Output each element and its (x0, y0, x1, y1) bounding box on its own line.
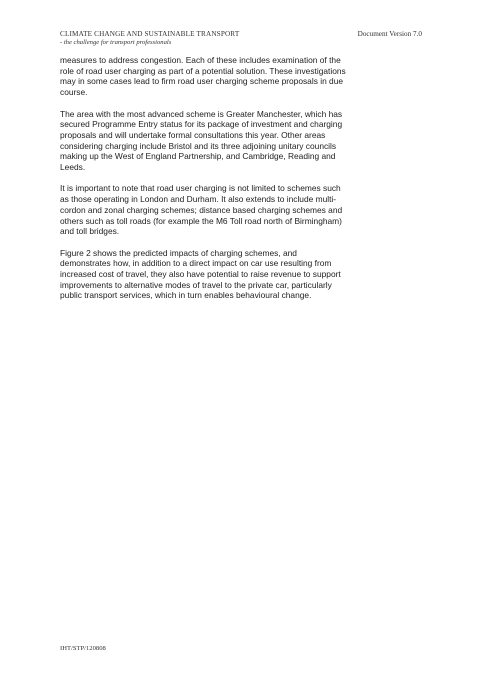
text-line: and toll bridges. (60, 226, 120, 237)
header-subtitle: - the challenge for transport professionals (60, 39, 172, 46)
text-line: Figure 2 shows the predicted impacts of charging schemes, and (60, 247, 297, 258)
text-line: course. (60, 87, 88, 98)
text-line: public transport services, which in turn enables behavioural change. (60, 290, 312, 301)
body-text (60, 55, 412, 312)
paragraph-congestion-measures (60, 55, 412, 98)
text-line: increased cost of travel, they also have potential to raise revenue to support (60, 269, 341, 280)
footer-reference: IHT/STP/120808 (60, 645, 106, 652)
text-line: as those operating in London and Durham. It also extends to include multi- (60, 194, 337, 205)
paragraph-scheme-types (60, 183, 412, 237)
text-line: others such as toll roads (for example the M6 Toll road north of Birmingham) (60, 215, 342, 226)
header-title: CLIMATE CHANGE AND SUSTAINABLE TRANSPORT (60, 30, 240, 38)
text-line: The area with the most advanced scheme is Greater Manchester, which has (60, 108, 343, 119)
paragraph-greater-manchester (60, 109, 412, 173)
text-line: cordon and zonal charging schemes; distance based charging schemes and (60, 204, 343, 215)
running-header (60, 30, 239, 47)
text-line: It is important to note that road user charging is not limited to schemes such (60, 183, 341, 194)
text-line: improvements to alternative modes of travel to the private car, particularly (60, 279, 332, 290)
text-line: measures to address congestion. Each of these includes examination of the (60, 55, 341, 65)
text-line: may in some cases lead to firm road user charging scheme proposals in due (60, 76, 344, 87)
text-line: making up the West of England Partnership, and Cambridge, Reading and (60, 151, 336, 162)
document-version: Document Version 7.0 (357, 30, 422, 38)
text-line: role of road user charging as part of a potential solution. These investigations (60, 65, 346, 76)
text-line: proposals and will undertake formal consultations this year. Other areas (60, 129, 326, 140)
text-line: demonstrates how, in addition to a direct impact on car use resulting from (60, 258, 332, 269)
text-line: secured Programme Entry status for its package of investment and charging (60, 119, 343, 130)
text-line: considering charging include Bristol and its three adjoining unitary councils (60, 140, 337, 151)
paragraph-figure-2 (60, 248, 412, 302)
text-line: Leeds. (60, 162, 86, 173)
